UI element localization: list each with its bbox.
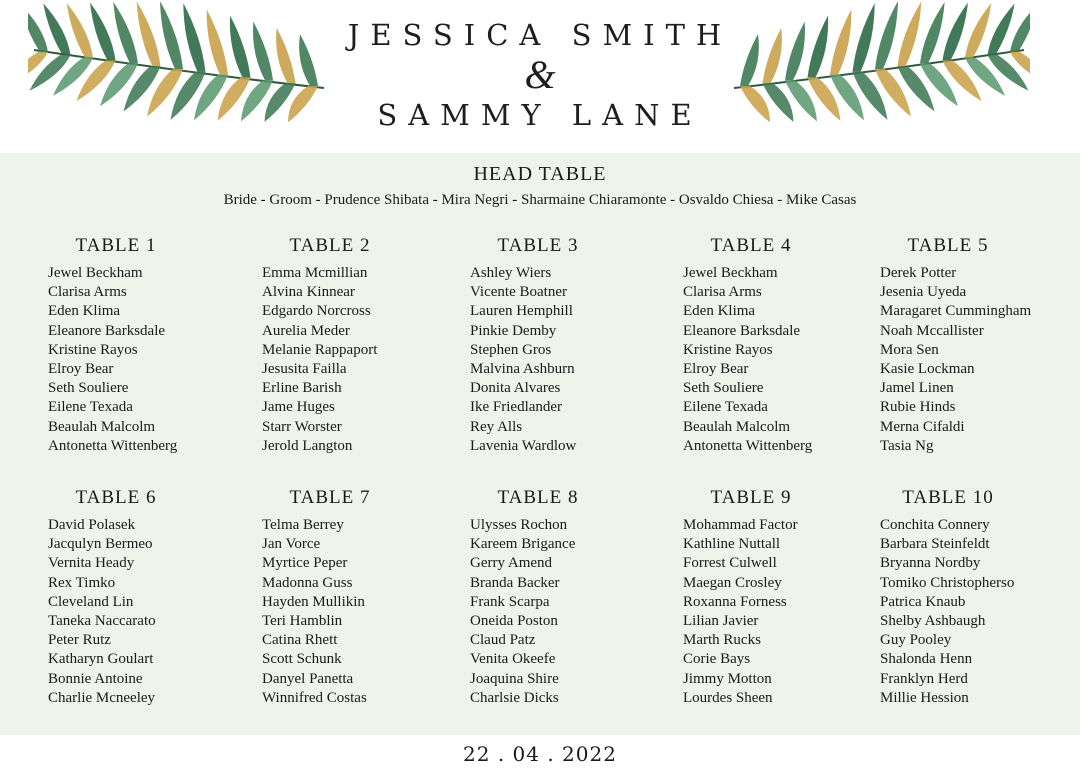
- table-8: [470, 486, 700, 708]
- guest-name: Derek Potter: [880, 265, 957, 281]
- table-title: TABLE 4: [710, 235, 792, 256]
- guest-name: Danyel Panetta: [262, 670, 354, 687]
- guest-name: Kathline Nuttall: [683, 536, 781, 553]
- guest-name: Franklyn Herd: [880, 670, 968, 687]
- guest-name: Telma Berrey: [262, 517, 344, 533]
- guest-name: Scott Schunk: [262, 651, 342, 668]
- table-title: TABLE 1: [75, 235, 157, 256]
- table-title: TABLE 6: [75, 487, 157, 508]
- guest-name: Conchita Connery: [880, 517, 990, 533]
- guest-name: Rex Timko: [48, 574, 116, 591]
- groom-name: SAMMY LANE: [377, 98, 703, 132]
- table-6: [48, 486, 278, 708]
- guest-name: Elroy Bear: [683, 360, 749, 377]
- guest-name: Mora Sen: [880, 341, 939, 358]
- guest-name: Shelby Ashbaugh: [880, 612, 986, 629]
- bride-name: JESSICA SMITH: [347, 18, 733, 52]
- guest-name: Ike Friedlander: [470, 399, 563, 416]
- guest-name: Jewel Beckham: [683, 265, 778, 281]
- guest-name: Branda Backer: [470, 574, 560, 591]
- guest-name: Tasia Ng: [880, 437, 934, 454]
- guest-name: Edgardo Norcross: [262, 303, 371, 320]
- guest-name: Jesenia Uyeda: [880, 284, 967, 301]
- guest-name: Shalonda Henn: [880, 651, 973, 668]
- guest-name: Charlsie Dicks: [470, 689, 559, 706]
- guest-name: Melanie Rappaport: [262, 341, 378, 358]
- guest-name: Pinkie Demby: [470, 322, 557, 339]
- guest-name: Rey Alls: [470, 418, 523, 435]
- guest-list: [683, 516, 913, 708]
- guest-name: Peter Rutz: [48, 632, 111, 649]
- guest-name: Taneka Naccarato: [48, 612, 156, 629]
- guest-name: Kristine Rayos: [683, 341, 773, 358]
- couple-names: [290, 18, 790, 132]
- guest-name: Eden Klima: [48, 303, 121, 320]
- guest-name: Jamel Linen: [880, 380, 954, 397]
- guest-name: Clarisa Arms: [48, 284, 127, 301]
- guest-name: Kasie Lockman: [880, 360, 975, 377]
- guest-name: Aurelia Meder: [262, 322, 350, 339]
- guest-name: Bonnie Antoine: [48, 670, 143, 687]
- guest-name: Jimmy Motton: [683, 670, 772, 687]
- guest-name: Lauren Hemphill: [470, 303, 573, 320]
- guest-name: Maragaret Cummingham: [880, 303, 1032, 320]
- guest-name: Lilian Javier: [683, 612, 759, 629]
- guest-name: Eilene Texada: [683, 399, 768, 416]
- guest-name: Teri Hamblin: [262, 612, 343, 629]
- guest-name: Rubie Hinds: [880, 399, 956, 416]
- head-table-title: HEAD TABLE: [473, 163, 607, 185]
- table-2: [262, 234, 492, 456]
- guest-name: Tomiko Christopherso: [880, 574, 1015, 591]
- guest-name: Maegan Crosley: [683, 574, 782, 591]
- table-title: TABLE 2: [289, 235, 371, 256]
- guest-name: Guy Pooley: [880, 632, 952, 649]
- table-3: [470, 234, 700, 456]
- guest-name: Kareem Brigance: [470, 536, 576, 553]
- guest-name: Seth Souliere: [683, 380, 764, 397]
- guest-name: Jame Huges: [262, 399, 335, 416]
- guest-list: [880, 264, 1080, 456]
- guest-name: Bryanna Nordby: [880, 555, 981, 572]
- guest-name: Patrica Knaub: [880, 593, 966, 610]
- guest-name: Barbara Steinfeldt: [880, 536, 990, 553]
- guest-name: Marth Rucks: [683, 632, 761, 649]
- guest-name: Eleanore Barksdale: [48, 322, 166, 339]
- guest-name: Ulysses Rochon: [470, 517, 568, 533]
- guest-name: Jewel Beckham: [48, 265, 143, 281]
- guest-name: Malvina Ashburn: [470, 360, 575, 377]
- table-title: TABLE 8: [497, 487, 579, 508]
- guest-name: Catina Rhett: [262, 632, 338, 649]
- guest-name: Forrest Culwell: [683, 555, 777, 572]
- guest-name: Katharyn Goulart: [48, 651, 154, 668]
- guest-name: Eleanore Barksdale: [683, 322, 801, 339]
- guest-name: Emma Mcmillian: [262, 265, 368, 281]
- guest-list: [48, 516, 278, 708]
- guest-name: Gerry Amend: [470, 555, 553, 572]
- guest-name: Beaulah Malcolm: [48, 418, 156, 435]
- guest-name: Beaulah Malcolm: [683, 418, 791, 435]
- guest-name: Ashley Wiers: [470, 265, 552, 281]
- guest-list: [470, 264, 700, 456]
- guest-name: Cleveland Lin: [48, 593, 134, 610]
- guest-name: Madonna Guss: [262, 574, 353, 591]
- guest-name: Corie Bays: [683, 651, 751, 668]
- guest-list: [48, 264, 278, 456]
- guest-name: Mohammad Factor: [683, 517, 798, 533]
- guest-name: Donita Alvares: [470, 380, 561, 397]
- guest-name: Eilene Texada: [48, 399, 133, 416]
- guest-list: [262, 516, 492, 708]
- guest-name: Erline Barish: [262, 380, 342, 397]
- guest-name: Joaquina Shire: [470, 670, 559, 687]
- guest-name: Lourdes Sheen: [683, 689, 773, 706]
- guest-name: Frank Scarpa: [470, 593, 550, 610]
- guest-name: Clarisa Arms: [683, 284, 762, 301]
- table-10: [880, 486, 1080, 708]
- guest-list: [683, 264, 913, 456]
- palm-leaf-left-icon: [28, 2, 328, 147]
- table-title: TABLE 10: [902, 487, 994, 508]
- guest-name: Winnifred Costas: [262, 689, 367, 706]
- table-4: [683, 234, 913, 456]
- guest-name: Eden Klima: [683, 303, 756, 320]
- table-title: TABLE 3: [497, 235, 579, 256]
- guest-name: Hayden Mullikin: [262, 593, 365, 610]
- guest-name: Charlie Mcneeley: [48, 689, 156, 706]
- table-title: TABLE 9: [710, 487, 792, 508]
- guest-name: Oneida Poston: [470, 612, 558, 629]
- guest-name: Elroy Bear: [48, 360, 114, 377]
- guest-name: David Polasek: [48, 517, 136, 533]
- guest-name: Jacqulyn Bermeo: [48, 536, 153, 553]
- ampersand: &: [524, 52, 556, 97]
- guest-name: Claud Patz: [470, 632, 536, 649]
- guest-list: [262, 264, 492, 456]
- guest-name: Myrtice Peper: [262, 555, 348, 572]
- table-title: TABLE 7: [289, 487, 371, 508]
- guest-name: Alvina Kinnear: [262, 284, 355, 301]
- table-5: [880, 234, 1080, 456]
- guest-name: Stephen Gros: [470, 341, 552, 358]
- guest-name: Starr Worster: [262, 418, 342, 435]
- guest-name: Lavenia Wardlow: [470, 437, 577, 454]
- guest-name: Noah Mccallister: [880, 322, 984, 339]
- guest-name: Jesusita Failla: [262, 360, 347, 377]
- guest-name: Jerold Langton: [262, 437, 353, 454]
- guest-list: [880, 516, 1080, 708]
- guest-list: [470, 516, 700, 708]
- guest-name: Kristine Rayos: [48, 341, 138, 358]
- guest-name: Vicente Boatner: [470, 284, 567, 301]
- table-9: [683, 486, 913, 708]
- table-title: TABLE 5: [907, 235, 989, 256]
- table-1: [48, 234, 278, 456]
- guest-name: Millie Hession: [880, 689, 969, 706]
- guest-name: Vernita Heady: [48, 555, 135, 572]
- guest-name: Roxanna Forness: [683, 593, 787, 610]
- guest-name: Venita Okeefe: [470, 651, 556, 668]
- guest-name: Antonetta Wittenberg: [683, 437, 813, 454]
- guest-name: Merna Cifaldi: [880, 418, 965, 435]
- head-table-members: Bride - Groom - Prudence Shibata - Mira Negri - Sharmaine Chiaramonte - Osvaldo Chiesa - Mike Casas: [223, 192, 857, 208]
- table-7: [262, 486, 492, 708]
- guest-name: Jan Vorce: [262, 536, 321, 553]
- guest-name: Seth Souliere: [48, 380, 129, 397]
- wedding-date: 22 . 04 . 2022: [463, 742, 617, 766]
- header: [0, 0, 1080, 153]
- guest-name: Antonetta Wittenberg: [48, 437, 178, 454]
